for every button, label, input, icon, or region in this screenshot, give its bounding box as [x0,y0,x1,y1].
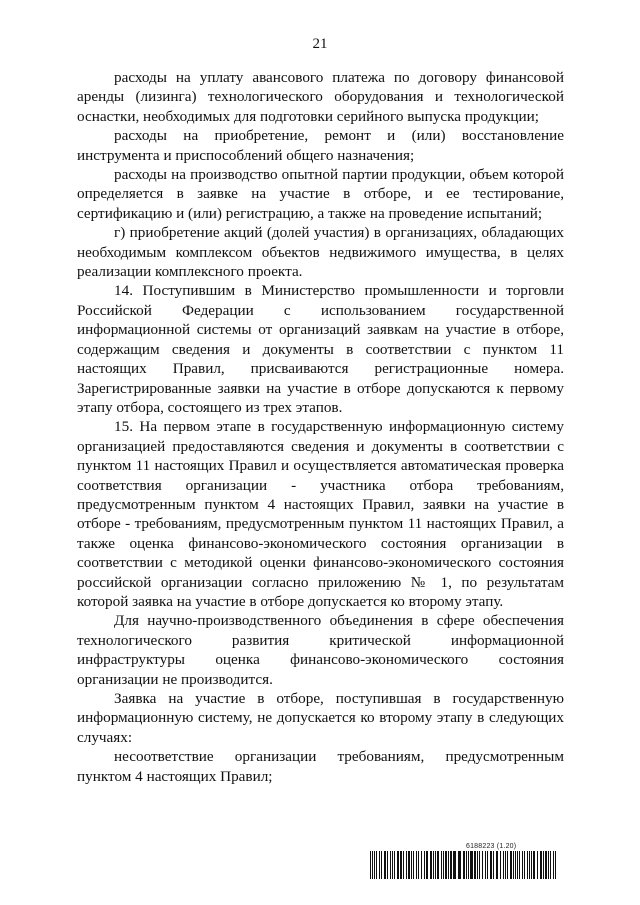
paragraph: 14. Поступившим в Министерство промышленности и торговли Российской Федерации с использованием государственной информационной системы от организаций заявкам на участие в отборе, содержащим сведения и документы в соответствии с пунктом 11 настоящих Правил, присваиваются регистрационные номера. Зарегистрированные заявки на участие в отборе допускаются к первому этапу отбора, состоящего из трех этапов. [77,282,564,416]
paragraph: 15. На первом этапе в государственную информационную систему организацией предоставляются сведения и документы в соответствии с пунктом 11 настоящих Правил и осуществляется автоматическая проверка соответствия организации - участника отбора требованиям, предусмотренным пунктом 4 настоящих Правил, заявки на участие в отборе - требованиям, предусмотренным пунктом 11 настоящих Правил, а также оценка финансово-экономического состояния организации в соответствии с методикой оценки финансово-экономического состояния российской организации согласно приложению № 1, по результатам которой заявка на участие в отборе допускается ко второму этапу. [77,418,564,610]
paragraph: несоответствие организации требованиям, предусмотренным пунктом 4 настоящих Правил; [77,748,564,785]
paragraph: Для научно-производственного объединения в сфере обеспечения технологического развития критической информационной инфраструктуры оценка финансово-экономического состояния организации не производится. [77,612,564,688]
paragraph: расходы на производство опытной партии продукции, объем которой определяется в заявке на участие в отборе, и ее тестирование, сертификацию и (или) регистрацию, а также на проведение испытаний; [77,166,564,222]
paragraph: г) приобретение акций (долей участия) в организациях, обладающих необходимым комплексом объектов недвижимого имущества, в целях реализации комплексного проекта. [77,224,564,281]
barcode-icon [370,851,558,879]
paragraph: расходы на уплату авансового платежа по договору финансовой аренды (лизинга) технологического оборудования и технологической оснастки, необходимых для подготовки серийного выпуска продукции; [77,69,564,125]
paragraph: расходы на приобретение, ремонт и (или) восстановление инструмента и приспособлений общего назначения; [77,127,564,164]
document-code: 6188223 (1.20) [466,843,517,850]
document-body [77,68,564,786]
page-number: 21 [312,36,328,52]
paragraph: Заявка на участие в отборе, поступившая в государственную информационную систему, не допускается ко второму этапу в следующих случаях: [77,690,564,746]
